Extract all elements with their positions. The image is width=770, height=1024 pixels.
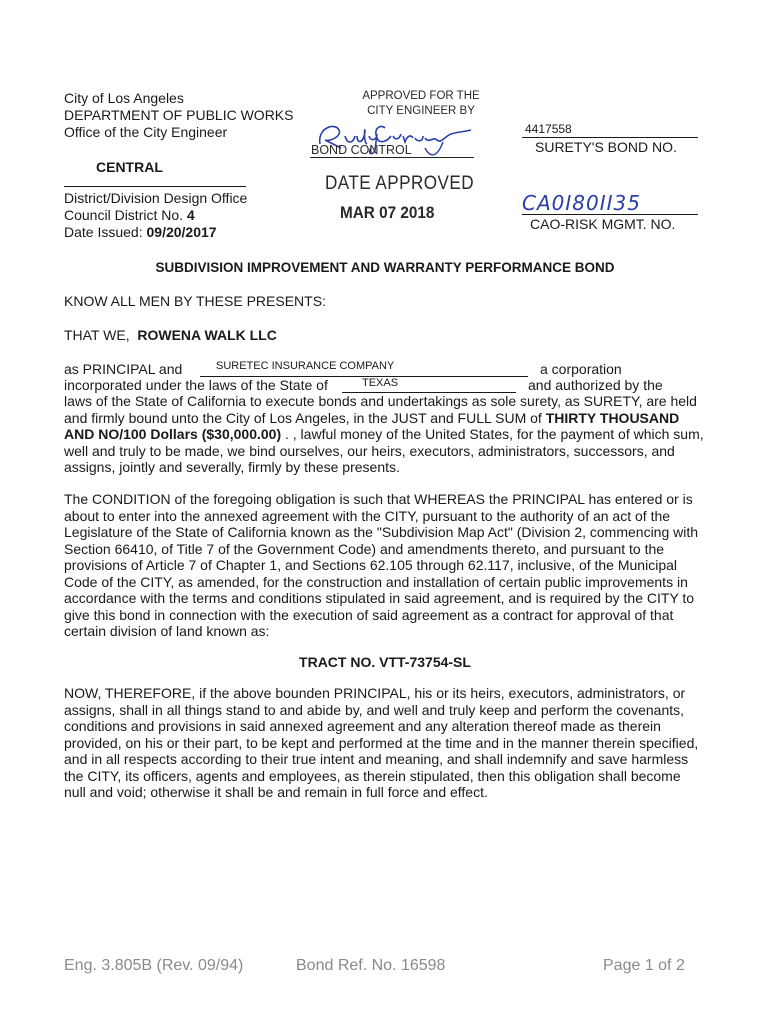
office-underline bbox=[64, 186, 246, 187]
surety-company: SURETEC INSURANCE COMPANY bbox=[216, 360, 395, 372]
principal-label: as PRINCIPAL and bbox=[64, 361, 183, 377]
bond-sum: THIRTY THOUSAND AND NO/100 Dollars ($30,000.00) bbox=[64, 409, 680, 442]
date-approved-value: MAR 07 2018 bbox=[340, 203, 435, 222]
principal-line: THAT WE, ROWENA WALK LLC bbox=[64, 327, 277, 343]
know-all-line: KNOW ALL MEN BY THESE PRESENTS: bbox=[64, 293, 326, 309]
date-issued-value: 09/20/2017 bbox=[146, 224, 217, 240]
council-district: Council District No. 4 bbox=[64, 207, 195, 223]
department-name: DEPARTMENT OF PUBLIC WORKS bbox=[64, 107, 294, 123]
surety-bond-label: SURETY'S BOND NO. bbox=[535, 139, 677, 155]
issuer-block bbox=[64, 90, 293, 141]
bond-control-label: BOND CONTROL bbox=[311, 143, 412, 157]
cao-label: CAO-RISK MGMT. NO. bbox=[530, 216, 676, 232]
cao-underline bbox=[522, 214, 698, 215]
page-number: Page 1 of 2 bbox=[603, 957, 685, 974]
office-name: Office of the City Engineer bbox=[64, 124, 228, 140]
principal-name: ROWENA WALK LLC bbox=[137, 327, 277, 343]
council-district-value: 4 bbox=[186, 207, 195, 223]
office-label: District/Division Design Office bbox=[64, 190, 248, 206]
authorized-label: and authorized by the bbox=[528, 377, 663, 393]
incorporated-label: incorporated under the laws of the State of bbox=[64, 377, 328, 393]
surety-paragraph: laws of the State of California to execute bonds and undertakings as sole surety, as SURETY, are held and firmly bound unto the City of Los Angeles, in the JUST and FULL SUM of THIRTY THOUSAND AND NO/100 Dollars ($30,000.00) . , lawful money of the United States, for the payment of which sum, well and truly to be made, we bind ourselves, our heirs, executors, administrators, successors, and assigns, jointly and severally, firmly by these presents. bbox=[64, 393, 704, 475]
now-therefore-paragraph: NOW, THEREFORE, if the above bounden PRINCIPAL, his or its heirs, executors, administrators, or assigns, shall in all things stand to and abide by, and well and truly keep and perform the covenants, conditions and provisions in said annexed agreement and any alteration thereof made as therein provided, on his or their part, to be kept and performed at the time and in the manner therein specified, and in all respects according to their true intent and meaning, and shall indemnify and save harmless the CITY, its officers, agents and employees, as therein stipulated, then this obligation shall become null and void; otherwise it shall be and remain in full force and effect. bbox=[64, 685, 699, 800]
surety-state: TEXAS bbox=[362, 377, 399, 389]
bond-number-underline bbox=[522, 137, 698, 138]
office-value: CENTRAL bbox=[96, 159, 163, 175]
tract-number: TRACT NO. VTT-73754-SL bbox=[299, 654, 471, 670]
date-approved-label: DATE APPROVED bbox=[325, 173, 475, 194]
district-block bbox=[64, 190, 247, 241]
city-name: City of Los Angeles bbox=[64, 90, 184, 106]
approval-stamp: APPROVED FOR THE CITY ENGINEER BY bbox=[362, 90, 480, 117]
document-title: SUBDIVISION IMPROVEMENT AND WARRANTY PERFORMANCE BOND bbox=[155, 260, 615, 275]
date-issued: Date Issued: 09/20/2017 bbox=[64, 224, 217, 240]
bond-reference: Bond Ref. No. 16598 bbox=[296, 957, 446, 974]
cao-number: CA0I80II35 bbox=[522, 191, 641, 215]
corporation-label: a corporation bbox=[540, 361, 622, 377]
signature-line bbox=[310, 157, 474, 158]
surety-bond-number: 4417558 bbox=[525, 122, 572, 136]
form-number: Eng. 3.805B (Rev. 09/94) bbox=[64, 957, 244, 974]
condition-paragraph: The CONDITION of the foregoing obligation is such that WHEREAS the PRINCIPAL has entered or is about to enter into the annexed agreement with the CITY, pursuant to the authority of an act of the Legislature of the State of California known as the "Subdivision Map Act" (Division 2, commencing with Section 66410, of Title 7 of the Government Code) and amendments thereto, and pursuant to the provisions of Article 7 of Chapter 1, and Sections 62.105 through 62.117, inclusive, of the Municipal Code of the CITY, as amended, for the construction and installation of certain public improvements in accordance with the terms and conditions stipulated in said agreement, and is required by the CITY to give this bond in connection with the execution of said agreement as a contract for approval of that certain division of land known as: bbox=[64, 491, 699, 639]
